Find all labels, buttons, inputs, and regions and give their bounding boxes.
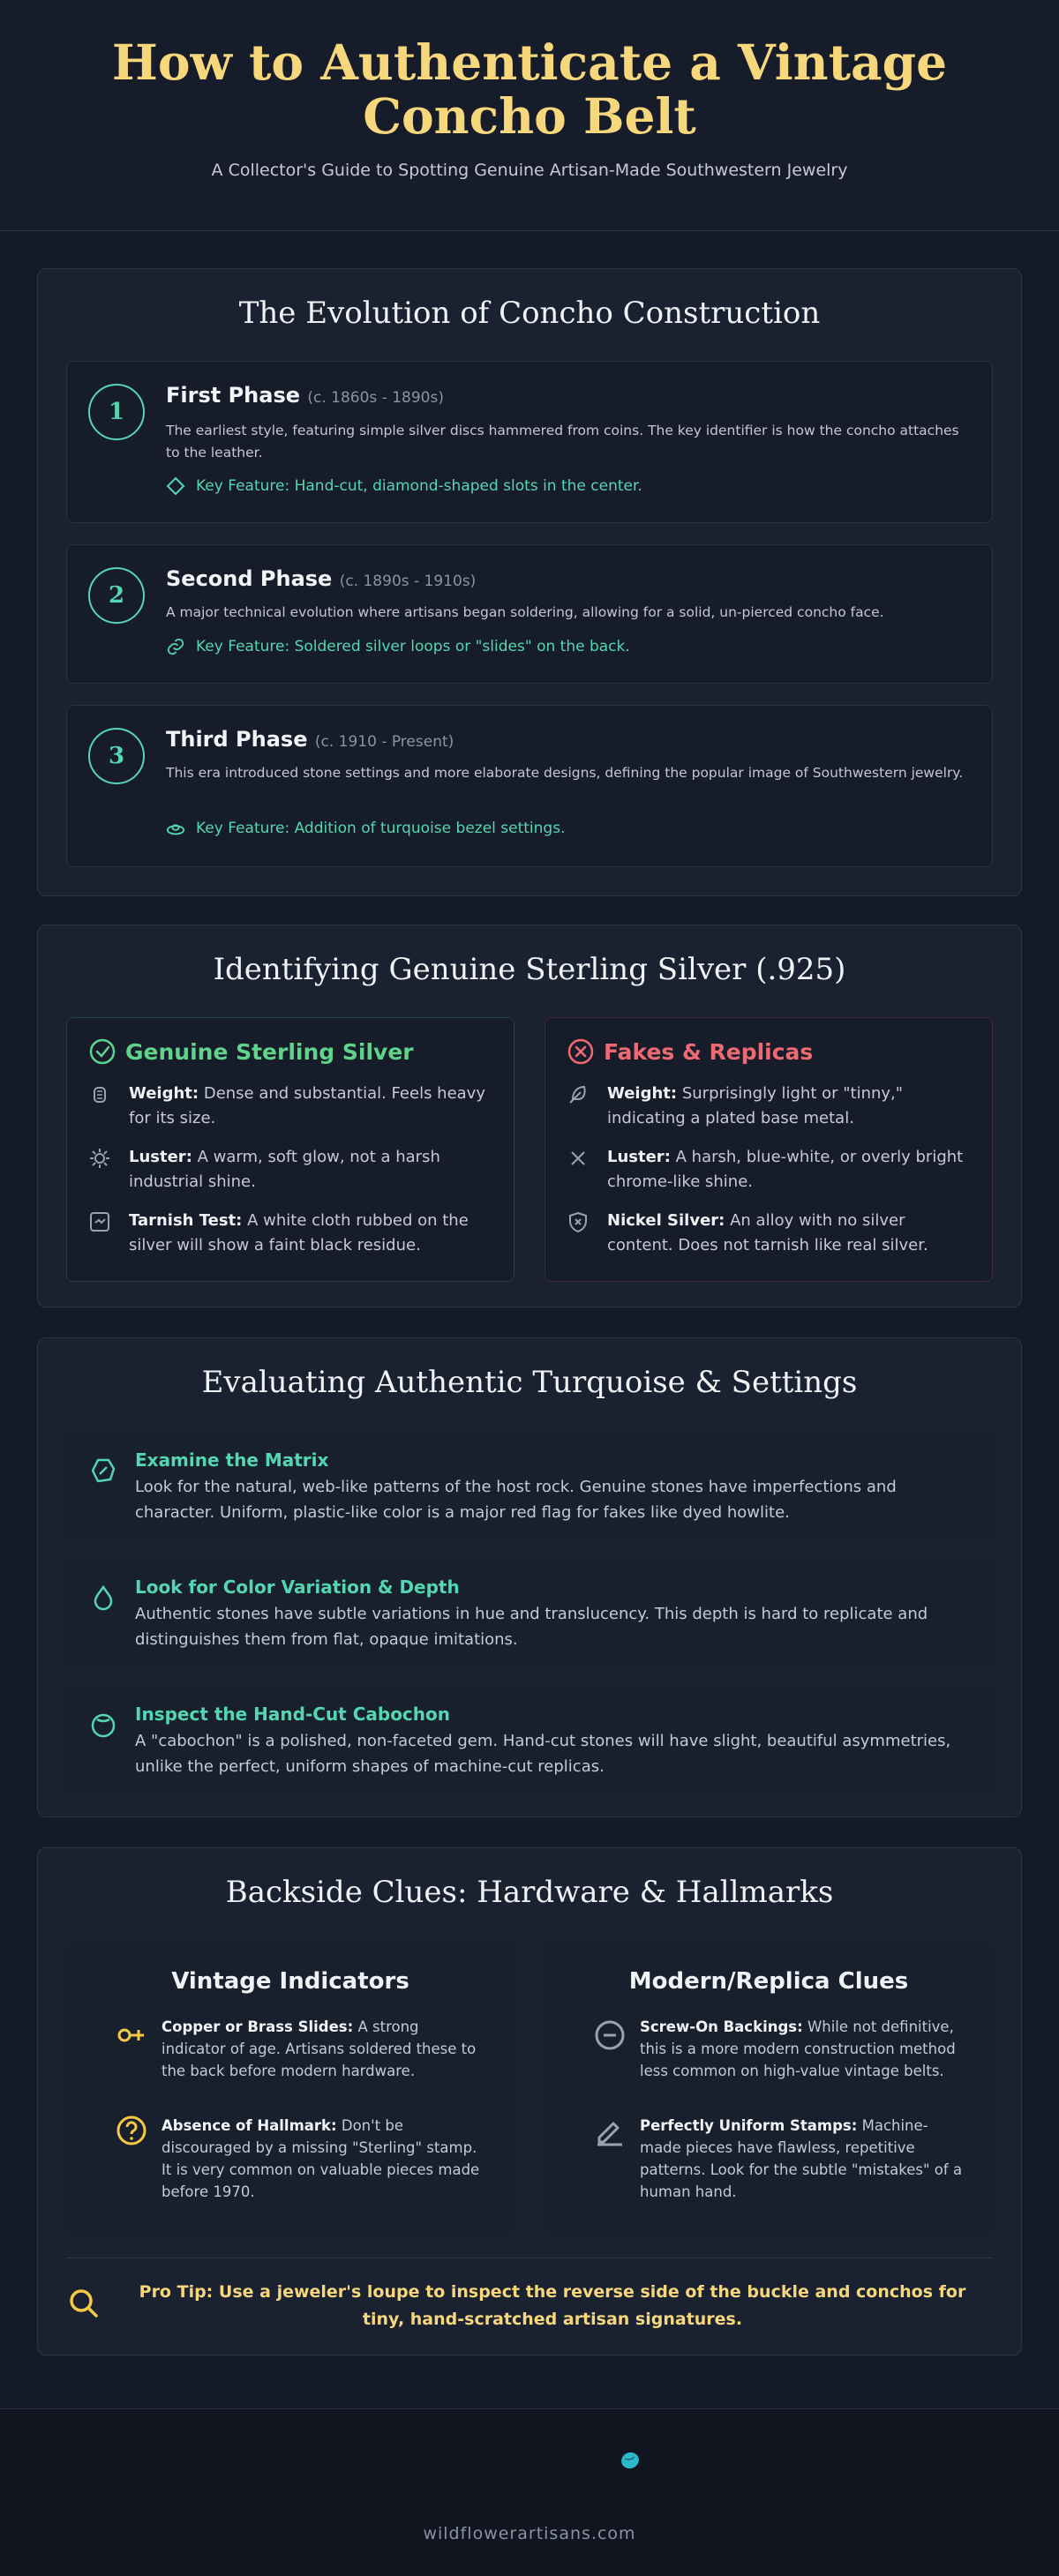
genuine-item: Tarnish Test: A white cloth rubbed on the silver will show a faint black residue. (129, 1211, 469, 1254)
stone-icon (89, 1456, 117, 1485)
vintage-indicators-title: Vintage Indicators (171, 1968, 409, 1995)
modern-item: Screw-On Backings: While not definitive, this is a more modern construction method less common on high-value vintage belts. (640, 2018, 956, 2079)
phase-date: (c. 1910 - Present) (314, 733, 454, 751)
cabochon-icon (89, 1711, 117, 1739)
genuine-column (66, 1017, 514, 1282)
page-subtitle: A Collector's Guide to Spotting Genuine Artisan-Made Southwestern Jewelry (211, 161, 848, 180)
phase-card-1 (66, 361, 993, 523)
shield-x-icon (567, 1210, 590, 1233)
footer-url[interactable]: wildflowerartisans.com (423, 2524, 636, 2543)
cloth-icon (88, 1210, 111, 1233)
turquoise-section (37, 1337, 1022, 1817)
fakes-item: Luster: A harsh, blue-white, or overly bright chrome-like shine. (607, 1148, 964, 1191)
turquoise-item-text: Look for the natural, web-like patterns of the host rock. Genuine stones have imperfections and character. Uniform, plastic-like color is a major red flag for fakes like dyed howlite. (135, 1478, 897, 1522)
page-title: How to Authenticate a Vintage Concho Belt (111, 34, 948, 145)
fakes-column (545, 1017, 993, 1282)
footer (0, 2408, 1059, 2576)
check-circle-icon (88, 1037, 116, 1066)
phase-card-3 (66, 705, 993, 867)
link-icon (166, 637, 185, 656)
turquoise-stone-icon (618, 2448, 642, 2473)
phase-description: A major technical evolution where artisans began soldering, allowing for a solid, un-pierced concho face. (166, 604, 884, 620)
turquoise-item (66, 1557, 993, 1668)
phase-number: 3 (88, 728, 145, 784)
phase-title: First Phase (c. 1860s - 1890s) (166, 383, 444, 408)
phase-number: 2 (88, 567, 145, 624)
silver-section (37, 925, 1022, 1307)
turquoise-item-title: Inspect the Hand-Cut Cabochon (135, 1704, 451, 1725)
turquoise-item-text: Authentic stones have subtle variations in hue and translucency. This depth is hard to replicate and distinguishes them from flat, opaque imitations. (135, 1605, 928, 1649)
vintage-indicators-column (66, 1940, 514, 2235)
header (0, 0, 1059, 231)
modern-clues-title: Modern/Replica Clues (628, 1968, 909, 1995)
phase-description: The earliest style, featuring simple silver discs hammered from coins. The key identifier is how the concho attaches to the leather. (166, 423, 959, 461)
fakes-title: Fakes & Replicas (567, 1037, 813, 1066)
vintage-item: Absence of Hallmark: Don't be discouraged by a missing "Sterling" stamp. It is very common on valuable pieces made before 1970. (161, 2117, 480, 2200)
phase-number: 1 (88, 384, 145, 440)
phase-description: This era introduced stone settings and more elaborate designs, defining the popular image of Southwestern jewelry. (166, 765, 964, 781)
turquoise-item (66, 1430, 993, 1541)
pen-icon (594, 2115, 626, 2146)
fakes-item: Weight: Surprisingly light or "tinny," indicating a plated base metal. (607, 1084, 904, 1127)
x-icon (567, 1147, 590, 1170)
silver-heading: Identifying Genuine Sterling Silver (.925) (213, 952, 846, 987)
question-icon (116, 2115, 147, 2146)
phase-title: Third Phase (c. 1910 - Present) (166, 727, 454, 752)
key-icon (116, 2019, 147, 2051)
phase-key-feature: Key Feature: Hand-cut, diamond-shaped slots in the center. (166, 476, 642, 496)
evolution-heading: The Evolution of Concho Construction (238, 296, 821, 331)
turquoise-item-title: Look for Color Variation & Depth (135, 1576, 460, 1598)
phase-title: Second Phase (c. 1890s - 1910s) (166, 566, 477, 591)
genuine-title: Genuine Sterling Silver (88, 1037, 414, 1066)
phase-card-2 (66, 544, 993, 684)
weight-icon (88, 1083, 111, 1106)
modern-clues-column (545, 1940, 993, 2235)
gem-icon (166, 819, 185, 838)
pro-tip: Pro Tip: Use a jeweler's loupe to inspect the reverse side of the buckle and conchos for tiny, hand-scratched artisan signatures. (139, 2282, 966, 2329)
backside-section (37, 1847, 1022, 2355)
turquoise-heading: Evaluating Authentic Turquoise & Settings (201, 1365, 858, 1400)
phase-key-feature: Key Feature: Soldered silver loops or "slides" on the back. (166, 637, 630, 656)
backside-heading: Backside Clues: Hardware & Hallmarks (225, 1875, 834, 1910)
minus-circle-icon (594, 2019, 626, 2051)
fakes-item: Nickel Silver: An alloy with no silver content. Does not tarnish like real silver. (607, 1211, 928, 1254)
diamond-icon (166, 476, 185, 496)
turquoise-item (66, 1684, 993, 1795)
phase-date: (c. 1860s - 1890s) (307, 389, 444, 407)
vintage-item: Copper or Brass Slides: A strong indicator of age. Artisans soldered these to the back before modern hardware. (161, 2018, 477, 2079)
x-circle-icon (567, 1037, 595, 1066)
genuine-item: Weight: Dense and substantial. Feels heavy for its size. (129, 1084, 485, 1127)
feather-icon (567, 1083, 590, 1106)
genuine-item: Luster: A warm, soft glow, not a harsh industrial shine. (129, 1148, 440, 1191)
search-icon (66, 2286, 101, 2321)
droplet-icon (89, 1584, 117, 1612)
evolution-section (37, 268, 1022, 896)
sun-icon (88, 1147, 111, 1170)
phase-key-feature: Key Feature: Addition of turquoise bezel settings. (166, 819, 565, 838)
phase-date: (c. 1890s - 1910s) (339, 573, 477, 590)
turquoise-item-title: Examine the Matrix (135, 1449, 329, 1471)
turquoise-item-text: A "cabochon" is a polished, non-faceted gem. Hand-cut stones will have slight, beautiful asymmetries, unlike the perfect, uniform shapes of machine-cut replicas. (135, 1732, 951, 1776)
modern-item: Perfectly Uniform Stamps: Machine-made pieces have flawless, repetitive patterns. Look for the subtle "mistakes" of a human hand. (640, 2117, 963, 2200)
